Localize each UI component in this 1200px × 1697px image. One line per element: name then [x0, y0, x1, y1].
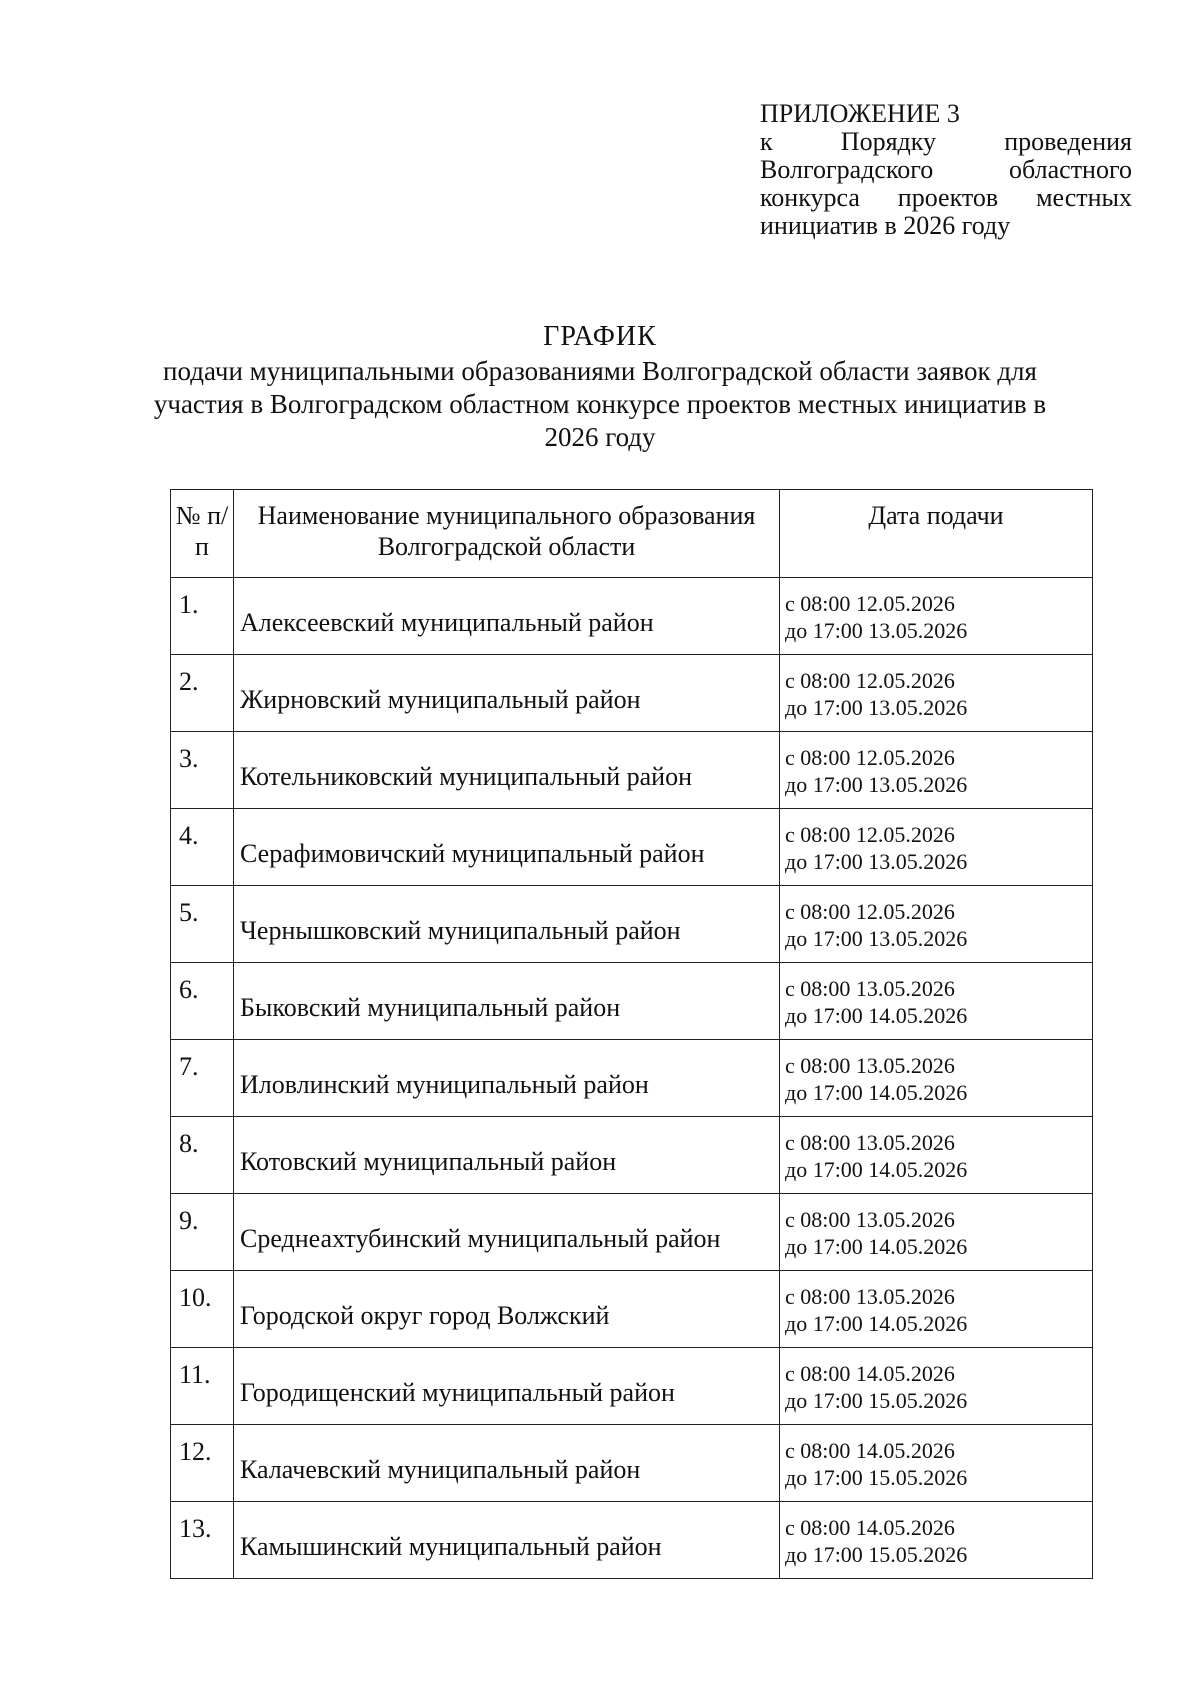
- appendix-body: к Порядку проведения Волгоградского областного конкурса проектов местных инициатив в 2026 году: [760, 127, 1132, 240]
- schedule-table: [170, 489, 1093, 1579]
- date-to: до 17:00 13.05.2026: [785, 618, 968, 643]
- row-number: 13.: [171, 1502, 234, 1579]
- submission-date: [780, 1194, 1093, 1271]
- date-from: с 08:00 13.05.2026: [785, 1207, 955, 1232]
- row-number: 11.: [171, 1348, 234, 1425]
- table-row: [171, 1040, 1093, 1117]
- date-to: до 17:00 15.05.2026: [785, 1388, 968, 1413]
- submission-date: [780, 886, 1093, 963]
- row-number: 3.: [171, 732, 234, 809]
- row-number: 12.: [171, 1425, 234, 1502]
- date-from: с 08:00 12.05.2026: [785, 822, 955, 847]
- date-to: до 17:00 14.05.2026: [785, 1003, 968, 1028]
- appendix-block: [760, 100, 1132, 240]
- row-number: 4.: [171, 809, 234, 886]
- submission-date: [780, 963, 1093, 1040]
- table-row: [171, 1194, 1093, 1271]
- date-from: с 08:00 14.05.2026: [785, 1361, 955, 1386]
- row-number: 6.: [171, 963, 234, 1040]
- submission-date: [780, 809, 1093, 886]
- document-subtitle: подачи муниципальными образованиями Волгоградской области заявок для участия в Волгоградском областном конкурсе проектов местных инициатив в 2026 году: [153, 356, 1047, 452]
- document-heading: [0, 322, 1200, 454]
- table-row: [171, 732, 1093, 809]
- submission-date: [780, 1348, 1093, 1425]
- date-from: с 08:00 14.05.2026: [785, 1515, 955, 1540]
- submission-date: [780, 732, 1093, 809]
- header-number: № п/п: [171, 490, 234, 578]
- date-to: до 17:00 13.05.2026: [785, 849, 968, 874]
- municipality-name: Котовский муниципальный район: [234, 1117, 780, 1194]
- date-from: с 08:00 12.05.2026: [785, 668, 955, 693]
- table-row: [171, 1502, 1093, 1579]
- row-number: 7.: [171, 1040, 234, 1117]
- date-to: до 17:00 14.05.2026: [785, 1311, 968, 1336]
- date-from: с 08:00 12.05.2026: [785, 745, 955, 770]
- table-row: [171, 578, 1093, 655]
- submission-date: [780, 578, 1093, 655]
- date-to: до 17:00 14.05.2026: [785, 1234, 968, 1259]
- header-date: Дата подачи: [780, 490, 1093, 578]
- row-number: 9.: [171, 1194, 234, 1271]
- submission-date: [780, 1502, 1093, 1579]
- municipality-name: Алексеевский муниципальный район: [234, 578, 780, 655]
- table-row: [171, 1117, 1093, 1194]
- date-from: с 08:00 14.05.2026: [785, 1438, 955, 1463]
- submission-date: [780, 655, 1093, 732]
- municipality-name: Среднеахтубинский муниципальный район: [234, 1194, 780, 1271]
- date-from: с 08:00 13.05.2026: [785, 976, 955, 1001]
- date-from: с 08:00 13.05.2026: [785, 1284, 955, 1309]
- municipality-name: Камышинский муниципальный район: [234, 1502, 780, 1579]
- municipality-name: Котельниковский муниципальный район: [234, 732, 780, 809]
- table-row: [171, 1271, 1093, 1348]
- header-municipality: Наименование муниципального образования Волгоградской области: [234, 490, 780, 578]
- municipality-name: Городищенский муниципальный район: [234, 1348, 780, 1425]
- municipality-name: Серафимовичский муниципальный район: [234, 809, 780, 886]
- date-to: до 17:00 15.05.2026: [785, 1542, 968, 1567]
- date-from: с 08:00 13.05.2026: [785, 1053, 955, 1078]
- date-to: до 17:00 14.05.2026: [785, 1157, 968, 1182]
- date-to: до 17:00 13.05.2026: [785, 695, 968, 720]
- date-to: до 17:00 15.05.2026: [785, 1465, 968, 1490]
- municipality-name: Жирновский муниципальный район: [234, 655, 780, 732]
- date-to: до 17:00 13.05.2026: [785, 772, 968, 797]
- submission-date: [780, 1117, 1093, 1194]
- row-number: 1.: [171, 578, 234, 655]
- row-number: 10.: [171, 1271, 234, 1348]
- date-to: до 17:00 14.05.2026: [785, 1080, 968, 1105]
- table-row: [171, 1348, 1093, 1425]
- appendix-title: ПРИЛОЖЕНИЕ 3: [760, 99, 960, 128]
- table-row: [171, 1425, 1093, 1502]
- table-row: [171, 655, 1093, 732]
- row-number: 5.: [171, 886, 234, 963]
- municipality-name: Иловлинский муниципальный район: [234, 1040, 780, 1117]
- municipality-name: Чернышковский муниципальный район: [234, 886, 780, 963]
- table-header-row: [171, 490, 1093, 578]
- submission-date: [780, 1271, 1093, 1348]
- date-from: с 08:00 12.05.2026: [785, 899, 955, 924]
- row-number: 2.: [171, 655, 234, 732]
- document-title: ГРАФИК: [543, 321, 657, 352]
- municipality-name: Калачевский муниципальный район: [234, 1425, 780, 1502]
- table-body: [171, 578, 1093, 1579]
- municipality-name: Быковский муниципальный район: [234, 963, 780, 1040]
- table-row: [171, 886, 1093, 963]
- date-to: до 17:00 13.05.2026: [785, 926, 968, 951]
- row-number: 8.: [171, 1117, 234, 1194]
- submission-date: [780, 1425, 1093, 1502]
- date-from: с 08:00 12.05.2026: [785, 591, 955, 616]
- table-row: [171, 963, 1093, 1040]
- submission-date: [780, 1040, 1093, 1117]
- municipality-name: Городской округ город Волжский: [234, 1271, 780, 1348]
- table-row: [171, 809, 1093, 886]
- date-from: с 08:00 13.05.2026: [785, 1130, 955, 1155]
